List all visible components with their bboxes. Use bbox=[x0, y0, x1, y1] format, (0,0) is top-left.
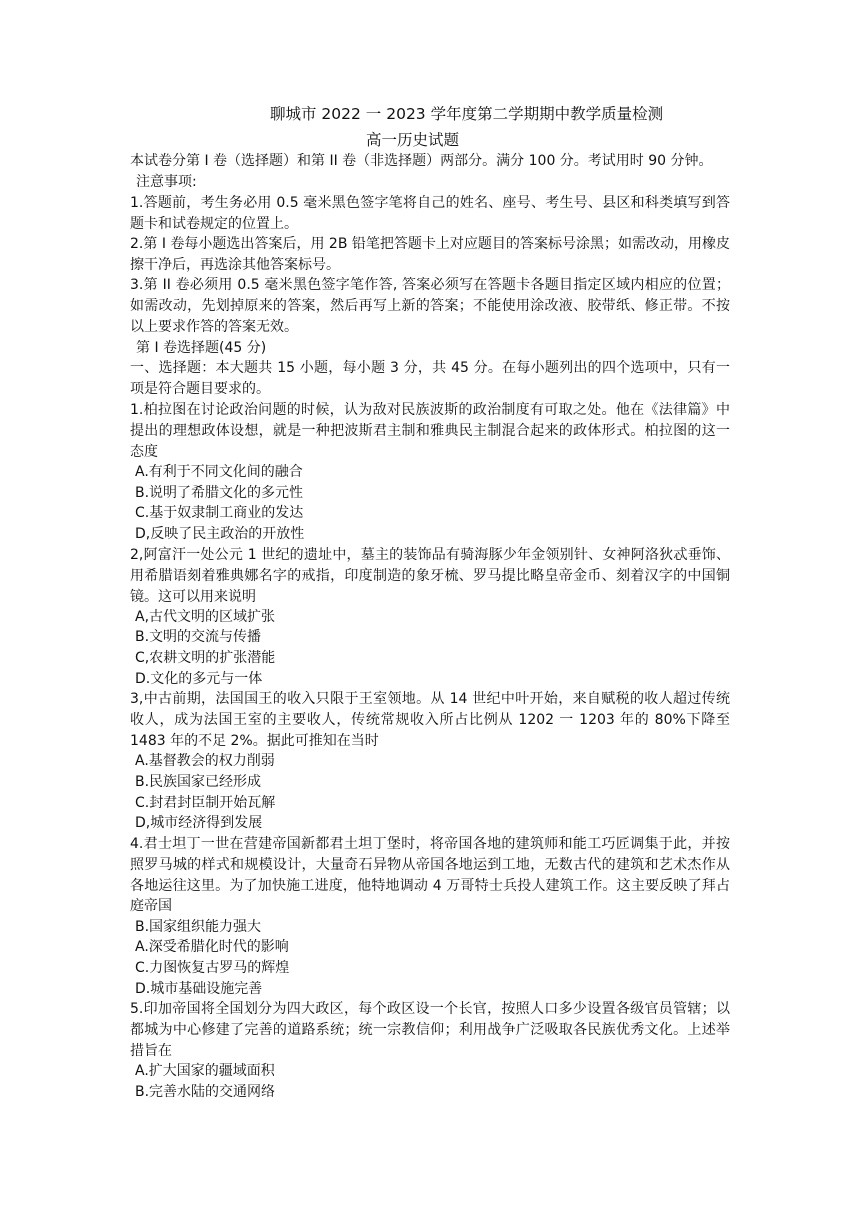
question-4-option-b: B.国家组织能力强大 bbox=[135, 919, 262, 935]
exam-title: 聊城市 2022 一 2023 学年度第二学期期中教学质量检测 bbox=[270, 105, 664, 123]
question-2-option-a: A,古代文明的区域扩张 bbox=[135, 609, 276, 625]
question-1-option-c: C.基于奴隶制工商业的发达 bbox=[135, 505, 304, 521]
notice-heading: 注意事项: bbox=[136, 174, 197, 190]
question-2-stem: 2,阿富汗一处公元 1 世纪的遗址中，墓主的装饰品有骑海豚少年金领别针、女神阿洛狄忒垂饰、用希腊语刻着雅典娜名字的戒指，印度制造的象牙梳、罗马提比略皇帝金币、刻着汉字的中国铜镜。这可以用来说明 bbox=[130, 547, 730, 605]
question-5-option-b: B.完善水陆的交通网络 bbox=[135, 1084, 276, 1100]
question-1-option-d: D,反映了民主政治的开放性 bbox=[135, 526, 305, 542]
question-3-stem: 3,中古前期，法国国王的收入只限于王室领地。从 14 世纪中叶开始，来自赋税的收人超过传统收人，成为法国王室的主要收人，传统常规收入所占比例从 1202 一 1203 年的 80%下降至 1483 年的不足 2%。据此可推知在当时 bbox=[130, 691, 730, 749]
question-4-option-d: D.城市基础设施完善 bbox=[135, 981, 263, 997]
exam-intro: 本试卷分第 I 卷（选择题）和第 II 卷（非选择题）两部分。满分 100 分。考试用时 90 分钟。 bbox=[130, 153, 713, 169]
question-4-option-a: A.深受希腊化时代的影响 bbox=[135, 939, 289, 955]
question-3-option-d: D,城市经济得到发展 bbox=[135, 815, 263, 831]
section-title: 第 I 卷选择题(45 分) bbox=[136, 340, 267, 356]
question-4-option-c: C.力图恢复古罗马的辉煌 bbox=[135, 960, 290, 976]
question-1-stem: 1.柏拉图在讨论政治问题的时候，认为敌对民族波斯的政治制度有可取之处。他在《法律篇》中提出的理想政体设想，就是一种把波斯君主制和雅典民主制混合起来的政体形式。柏拉图的这一态度 bbox=[130, 402, 730, 460]
question-1-option-a: A.有利于不同文化间的融合 bbox=[135, 464, 303, 480]
question-3-option-b: B.民族国家已经形成 bbox=[135, 774, 262, 790]
question-3-option-c: C.封君封臣制开始瓦解 bbox=[135, 795, 276, 811]
question-5-stem: 5.印加帝国将全国划分为四大政区，每个政区设一个长官，按照人口多少设置各级官员管辖；以都城为中心修建了完善的道路系统；统一宗教信仰；利用战争广泛吸取各民族优秀文化。上述举措旨在 bbox=[130, 1001, 730, 1059]
notice-item-1: 1.答题前，考生务必用 0.5 毫米黑色签字笔将自己的姓名、座号、考生号、县区和科类填写到答题卡和试卷规定的位置上。 bbox=[130, 195, 730, 232]
section-instruction: 一、选择题：本大题共 15 小题，每小题 3 分，共 45 分。在每小题列出的四个选项中，只有一项是符合题目要求的。 bbox=[130, 360, 730, 397]
notice-item-2: 2.第 I 卷每小题选出答案后，用 2B 铅笔把答题卡上对应题目的答案标号涂黑；如需改动，用橡皮擦干净后，再选涂其他答案标号。 bbox=[130, 236, 730, 273]
question-2-option-c: C,农耕文明的扩张潜能 bbox=[135, 650, 276, 666]
question-2-option-b: B.文明的交流与传播 bbox=[135, 629, 262, 645]
question-1-option-b: B.说明了希腊文化的多元性 bbox=[135, 485, 304, 501]
question-3-option-a: A.基督教会的权力削弱 bbox=[135, 753, 275, 769]
exam-subtitle: 高一历史试题 bbox=[366, 131, 460, 149]
question-2-option-d: D.文化的多元与一体 bbox=[135, 671, 263, 687]
question-4-stem: 4.君士坦丁一世在营建帝国新都君土坦丁堡时，将帝国各地的建筑师和能工巧匠调集于此，并按照罗马城的样式和规模设计，大量奇石异物从帝国各地运到工地，无数古代的建筑和艺术杰作从各地运往这里。为了加快施工进度，他特地调动 4 万哥特士兵投人建筑工作。这主要反映了拜占庭帝国 bbox=[130, 836, 730, 915]
notice-item-3: 3.第 II 卷必须用 0.5 毫米黑色签字笔作答, 答案必须写在答题卡各题目指定区域内相应的位置；如需改动，先划掉原来的答案，然后再写上新的答案；不能使用涂改液、胶带纸、修正带。不按以上要求作答的答案无效。 bbox=[130, 277, 730, 335]
question-5-option-a: A.扩大国家的疆域面积 bbox=[135, 1063, 275, 1079]
